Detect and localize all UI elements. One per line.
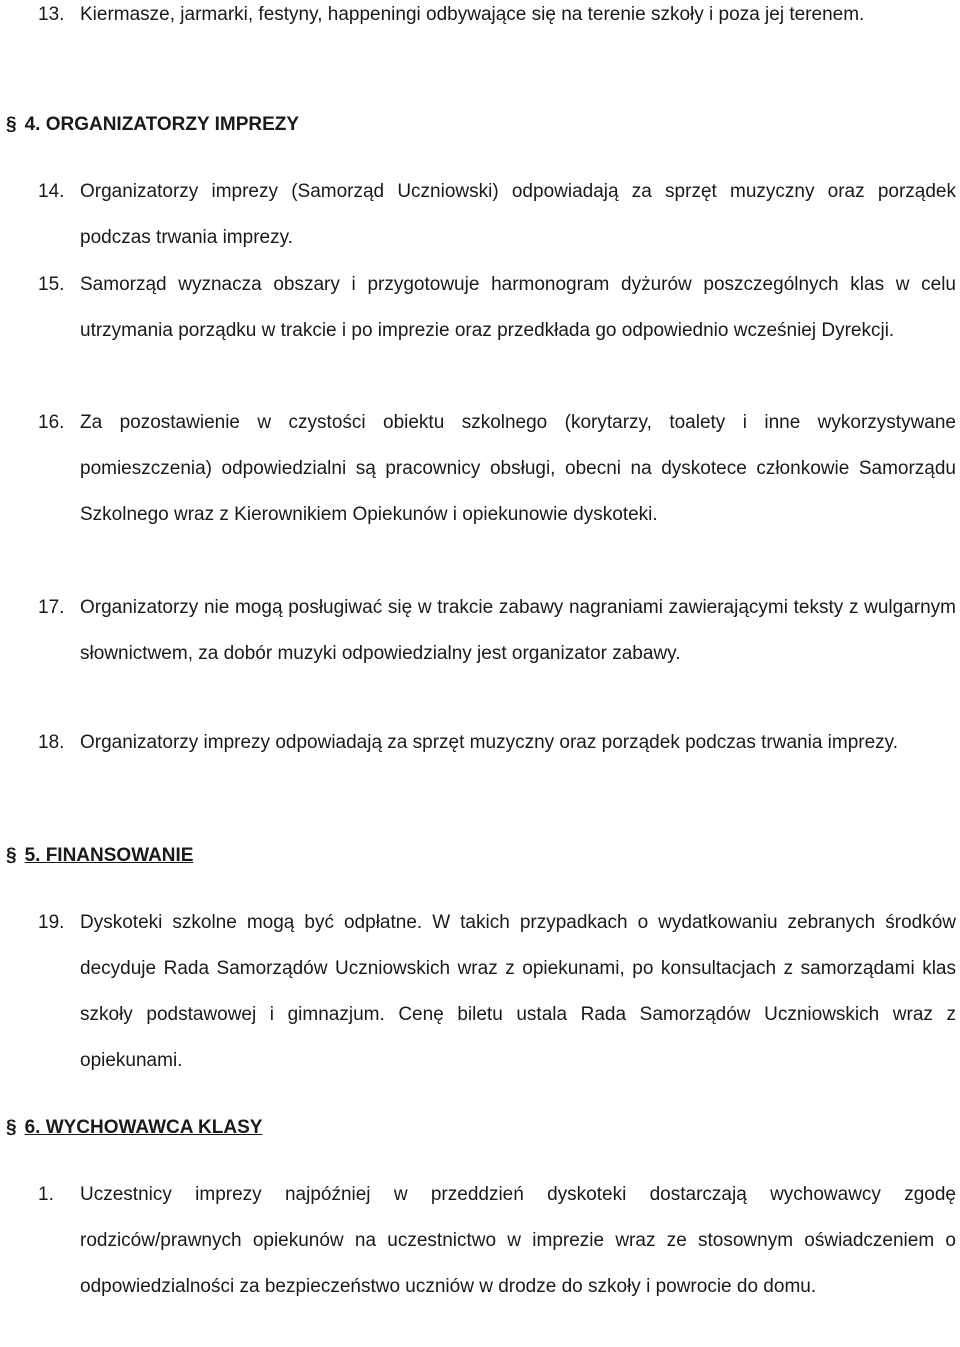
list-item-1 (38, 1172, 956, 1310)
item-number: 16. (38, 412, 65, 433)
item-text: Za pozostawienie w czystości obiektu szkolnego (korytarzy, toalety i inne wykorzystywane pomieszczenia) odpowiedzialni są pracownicy obsługi, obecni na dyskotece członkowie Samorządu Szkolnego wraz z Kierownikiem Opiekunów i opiekunowie dyskoteki. (80, 412, 956, 525)
list-item-17 (38, 585, 956, 677)
list-item-16 (38, 400, 956, 538)
item-text: Uczestnicy imprezy najpóźniej w przeddzień dyskoteki dostarczają wychowawcy zgodę rodziców/prawnych opiekunów na uczestnictwo w imprezie wraz ze stosownym oświadczeniem o odpowiedzialności za bezpieczeństwo uczniów w drodze do szkoły i powrocie do domu. (80, 1184, 956, 1297)
section-title: 4. ORGANIZATORZY IMPREZY (24, 114, 300, 135)
item-number: 14. (38, 181, 65, 202)
item-number: 13. (38, 4, 65, 25)
section-title: 5. FINANSOWANIE (24, 845, 194, 866)
list-item-14 (38, 169, 956, 261)
list-item-15 (38, 262, 956, 354)
item-text: Samorząd wyznacza obszary i przygotowuje harmonogram dyżurów poszczególnych klas w celu utrzymania porządku w trakcie i po imprezie oraz przedkłada go odpowiednio wcześniej Dyrekcji. (80, 274, 956, 341)
item-text: Organizatorzy imprezy odpowiadają za sprzęt muzyczny oraz porządek podczas trwania imprezy. (80, 732, 899, 753)
section-symbol: § (6, 845, 17, 866)
section-title: 6. WYCHOWAWCA KLASY (24, 1117, 263, 1138)
item-number: 18. (38, 732, 65, 753)
item-number: 19. (38, 912, 65, 933)
item-text: Organizatorzy nie mogą posługiwać się w trakcie zabawy nagraniami zawierającymi teksty z wulgarnym słownictwem, za dobór muzyki odpowiedzialny jest organizator zabawy. (80, 597, 956, 664)
list-item-18 (38, 720, 956, 766)
list-item-13 (38, 0, 956, 38)
item-text: Organizatorzy imprezy (Samorząd Uczniowski) odpowiadają za sprzęt muzyczny oraz porządek podczas trwania imprezy. (80, 181, 956, 248)
item-text: Kiermasze, jarmarki, festyny, happeningi odbywające się na terenie szkoły i poza jej terenem. (80, 4, 865, 25)
section-heading-5 (6, 841, 193, 871)
section-heading-6 (6, 1113, 262, 1143)
section-symbol: § (6, 114, 17, 135)
list-item-19 (38, 900, 956, 1084)
section-heading-4 (6, 110, 299, 140)
item-number: 1. (38, 1184, 54, 1205)
item-number: 15. (38, 274, 65, 295)
section-symbol: § (6, 1117, 17, 1138)
item-text: Dyskoteki szkolne mogą być odpłatne. W takich przypadkach o wydatkowaniu zebranych środków decyduje Rada Samorządów Uczniowskich wraz z opiekunami, po konsultacjach z samorządami klas szkoły podstawowej i gimnazjum. Cenę biletu ustala Rada Samorządów Uczniowskich wraz z opiekunami. (80, 912, 956, 1071)
item-number: 17. (38, 597, 65, 618)
